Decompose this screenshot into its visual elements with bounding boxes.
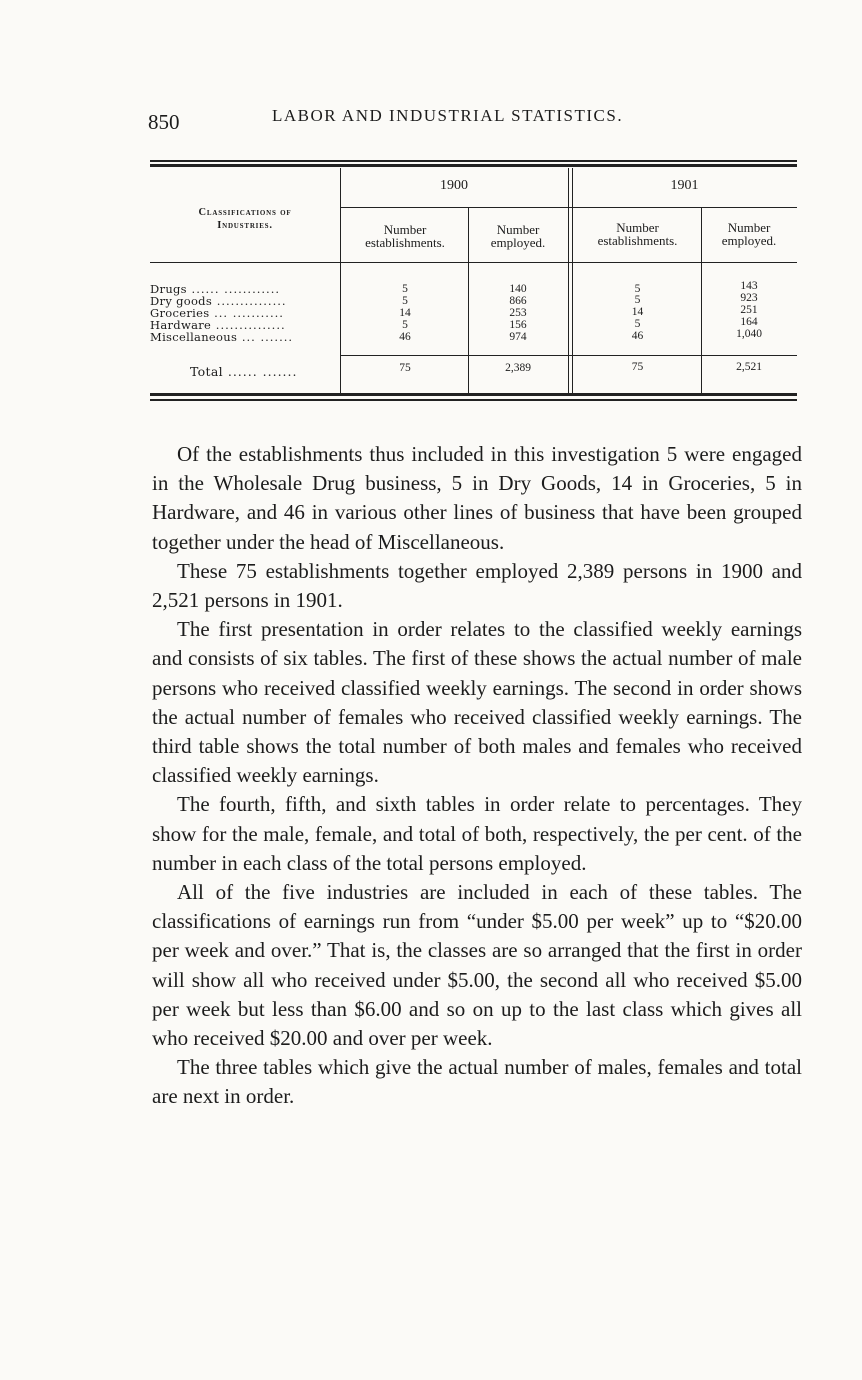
paragraph: Of the establishments thus included in this investigation 5 were engaged in the Wholesale Drug business, 5 in Dry Goods, 14 in Groceries, 5 in Hardware, and 46 in various other lines of business that have been grouped together under the head of Miscellaneous. [152, 442, 802, 554]
col-divider-years-double [572, 168, 573, 393]
col-divider-years [568, 168, 569, 393]
total-rule [340, 355, 797, 356]
cell-est-1901: 5 [634, 283, 641, 295]
paragraph: The three tables which give the actual number of males, females and total are next in order. [152, 1055, 802, 1109]
table-top-rule-thick [150, 164, 797, 167]
cell-est-1900: 5 [402, 283, 408, 295]
col-head-number: Number [616, 220, 659, 235]
col-head-establishments: establishments. [365, 235, 445, 250]
cell-emp-1900: 866 [509, 295, 527, 307]
col-head-establishments: establishments. [597, 233, 678, 248]
cell-emp-1901: 143 [740, 280, 758, 292]
col-head-employed: employed. [490, 235, 546, 250]
table-bottom-rule [150, 393, 797, 396]
cell-emp-1901: 164 [740, 316, 758, 328]
total-label: Total [190, 364, 223, 379]
cell-est-1901: 46 [631, 330, 644, 342]
col-head-number: Number [383, 222, 427, 237]
paragraph: The first presentation in order relates to the classified weekly earnings and consists of six tables. The first of these shows the actual number of male persons who received classified weekly earnings. The second in order shows the actual number of females who received classified weekly earnings. The third table shows the total number of both males and females who received classified weekly earnings. [152, 617, 802, 788]
cell-est-1900: 5 [402, 319, 408, 331]
paragraph: These 75 establishments together employed 2,389 persons in 1900 and 2,521 persons in 1901. [152, 558, 802, 613]
col-head-establishments-1900 [342, 223, 468, 249]
paragraph: The fourth, fifth, and sixth tables in order relate to percentages. They show for the male, female, and total of both, respectively, the per cent. of the number in each class of the total persons employed. [152, 792, 802, 875]
body-text [152, 440, 802, 1112]
stub-head [150, 206, 340, 232]
cell-est-1900: 46 [399, 331, 411, 343]
stub-head-line2: Industries. [217, 220, 273, 231]
year-underline [340, 207, 797, 208]
cell-emp-1900: 253 [509, 307, 527, 319]
table-top-rule [150, 160, 797, 162]
year-1900: 1900 [440, 178, 468, 193]
cell-emp-1901: 251 [740, 304, 758, 316]
running-head: LABOR AND INDUSTRIAL STATISTICS. [272, 106, 624, 125]
total-emp-1900: 2,389 [505, 362, 531, 374]
row-label: Hardware [150, 318, 212, 332]
year-1901: 1901 [670, 178, 699, 193]
header-bottom-rule [150, 262, 797, 263]
row-label: Groceries [150, 306, 210, 320]
paragraph: All of the five industries are included in each of these tables. The classifications of earnings run from “under $5.00 per week” up to “$20.00 per week and over.” That is, the classes are so arranged that the first in order will show all who received under $5.00, the second all who received $5.00 per week but less than $6.00 and so on up to the last class which gives all who received $20.00 and over per week. [152, 880, 802, 1051]
col-head-number: Number [496, 222, 540, 237]
cell-est-1901: 5 [634, 294, 641, 306]
cell-est-1901: 5 [634, 318, 641, 330]
table-bottom-rule-thin [150, 399, 797, 401]
row-label: Drugs [150, 282, 187, 296]
cell-emp-1900: 156 [509, 319, 527, 331]
total-emp-1901: 2,521 [736, 361, 762, 373]
col-head-employed: employed. [721, 233, 777, 248]
col-head-establishments-1901 [574, 221, 701, 247]
total-est-1900: 75 [399, 362, 411, 374]
cell-est-1901: 14 [631, 306, 644, 318]
col-divider-stub [340, 168, 341, 393]
cell-est-1900: 5 [402, 295, 408, 307]
cell-emp-1901: 1,040 [736, 328, 762, 340]
row-label: Miscellaneous [150, 330, 238, 344]
cell-emp-1900: 140 [509, 283, 527, 295]
cell-emp-1901: 923 [740, 292, 758, 304]
col-head-number: Number [727, 220, 771, 235]
row-label: Dry goods [150, 294, 213, 308]
total-est-1901: 75 [631, 361, 644, 373]
col-head-employed-1901 [701, 221, 797, 247]
cell-emp-1900: 974 [509, 331, 527, 343]
page-number: 850 [148, 110, 180, 134]
col-head-employed-1900 [468, 223, 568, 249]
cell-est-1900: 14 [399, 307, 411, 319]
stub-head-line1: Classifications of [198, 207, 292, 218]
statistics-table: Classifications of Industries. 1900 1901 Number establishments. Number employed. Number establishments. Number employed. Drugs ...... ............ 5 140 5 143 Dry goods ............... 5 866 5 923 Groceries ... ........... 14 253 14 251 Hardware ............... 5 156 5 164 Miscellaneous ... ....... 46 974 46 1,040 Total ...... ....... 75 2,389 75 2,521 [150, 160, 797, 402]
